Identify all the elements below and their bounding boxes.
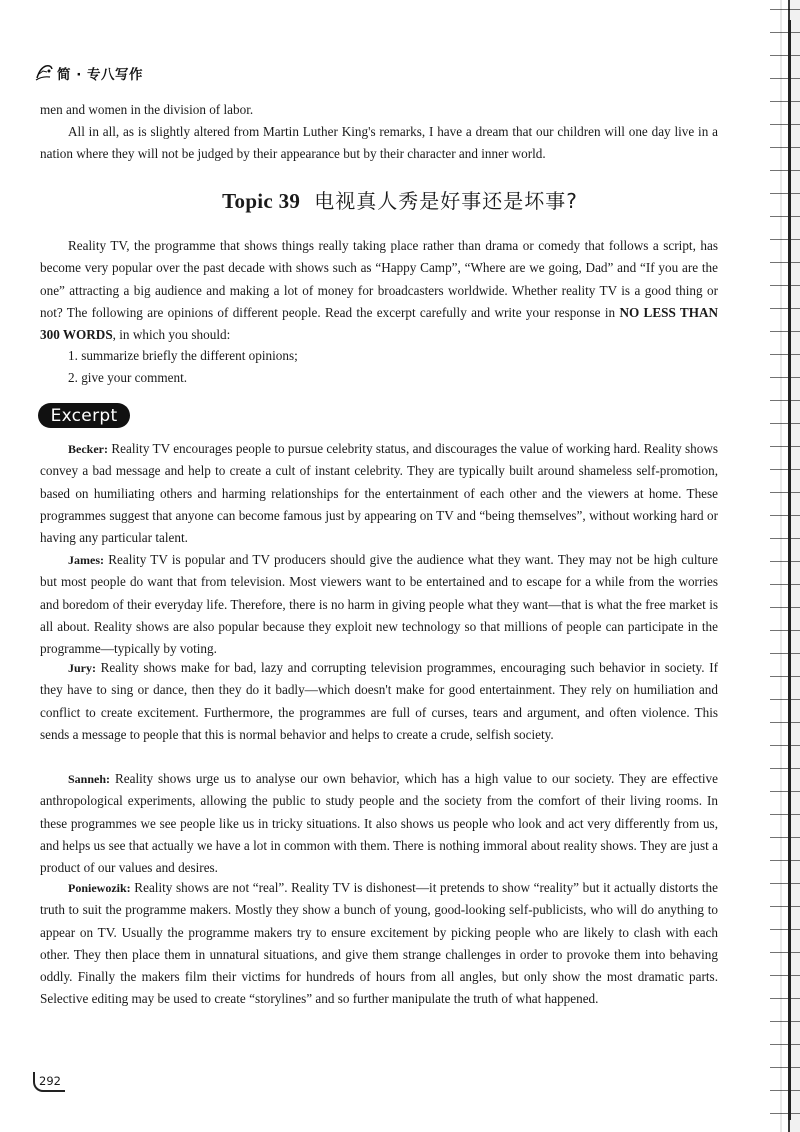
intro-line: men and women in the division of labor. [40,102,254,117]
book-logo-icon [34,62,54,84]
opinion-jury [40,657,718,746]
scan-binding-edge [770,0,800,1132]
instruction-item-2: 2. give your comment. [68,370,188,385]
intro-paragraph-text: All in all, as is slightly altered from Martin Luther King's remarks, I have a dream that our children will one day live in a nation where they will not be judged by their appearance but by their character and inner world. [40,124,718,162]
word-count-requirement: NO LESS THAN 300 WORDS [40,304,719,343]
binding-rule [788,20,791,1120]
speaker-name: Becker: [68,442,108,456]
opinion-text: Reality shows are not “real”. Reality TV is dishonest—it pretends to show “reality” but it actually distorts the truth to suit the programme makers. Mostly they show a bunch of young, good-looking self-publicists, who will do anything to appear on TV. Usually the programme makers try to ensure excitement by picking people who are likely to clash with each other. They then place them in unnatural situations, and give them strange challenges in order to provoke them into behaving oddly. Finally the makers film their victims for hundreds of hours from all angles, but only show the most dramatic parts. Selective editing may be used to create “storylines” and so further manipulate the truth of what happened. [40,880,718,1007]
opinion-text: Reality TV is popular and TV producers should give the audience what they want. They may not be high culture but most people do want that from television. Most viewers want to be entertained and to escape for a while from the worries and boredom of their everyday life. Therefore, there is no harm in giving people what they want—that is what the free market is all about. Reality shows are also popular because they exploit new technology so that millions of people can participate in the programme—typically by voting. [40,552,718,657]
topic-title [0,185,800,214]
topic-number: Topic 39 [222,189,301,213]
opinion-james [40,549,718,660]
opinion-sanneh [40,768,718,879]
page-number: 292 [33,1072,65,1092]
prompt-text: Reality TV, the programme that shows things really taking place rather than drama or comedy that follows a script, has become very popular over the past decade with shows such as “Happy Camp”, “Where are we going, Dad” and “If you are the one” attracting a big audience and making a lot of money for broadcasters worldwide. Whether reality TV is a good thing or not? The following are opinions of different people. Read the excerpt carefully and write your response in [40,238,718,320]
opinion-becker [40,438,718,549]
section-label: 简 · 专八写作 [57,67,144,83]
page-header [34,62,143,84]
opinion-text: Reality TV encourages people to pursue celebrity status, and discourages the value of working hard. Reality shows convey a bad message and help to create a cult of instant celebrity. They are typically built around shameless self-promotion, based on humiliating others and harming relationships for the entertainment of each other and the viewers at home. These programmes suggest that anyone can become famous just by appearing on TV and “being themselves”, without working hard or having any particular talent. [40,441,718,546]
speaker-name: Sanneh: [68,772,111,786]
excerpt-badge: Excerpt [38,403,130,428]
opinion-text: Reality shows urge us to analyse our own behavior, which has a high value to our society. They are effective anthropological experiments, allowing the public to study people and the society from the comfort of their living rooms. In these programmes we see people like us in tricky situations. It also shows us people who look and act very differently from us, and helps us see that actually we have a lot in common with them. There is nothing immoral about reality shows. They are just a product of our values and desires. [40,771,718,876]
intro-paragraph [40,121,718,166]
instruction-item-1: 1. summarize briefly the different opinions; [68,348,298,363]
speaker-name: Poniewozik: [68,881,131,895]
topic-chinese-title: 电视真人秀是好事还是坏事? [314,189,578,213]
speaker-name: James: [68,553,104,567]
speaker-name: Jury: [68,661,96,675]
prompt-paragraph [40,235,718,346]
opinion-poniewozik [40,877,718,1011]
prompt-text-end: , in which you should: [112,327,231,343]
opinion-text: Reality shows make for bad, lazy and corrupting television programmes, encouraging such behavior in society. If they have to sing or dance, then they do it badly—which doesn't make for good entertainment. They rely on humiliation and conflict to create excitement. Furthermore, the programmes are full of curses, tears and argument, and often violence. This sends a message to people that this is normal behavior and helps to create a crude, selfish society. [40,660,718,742]
